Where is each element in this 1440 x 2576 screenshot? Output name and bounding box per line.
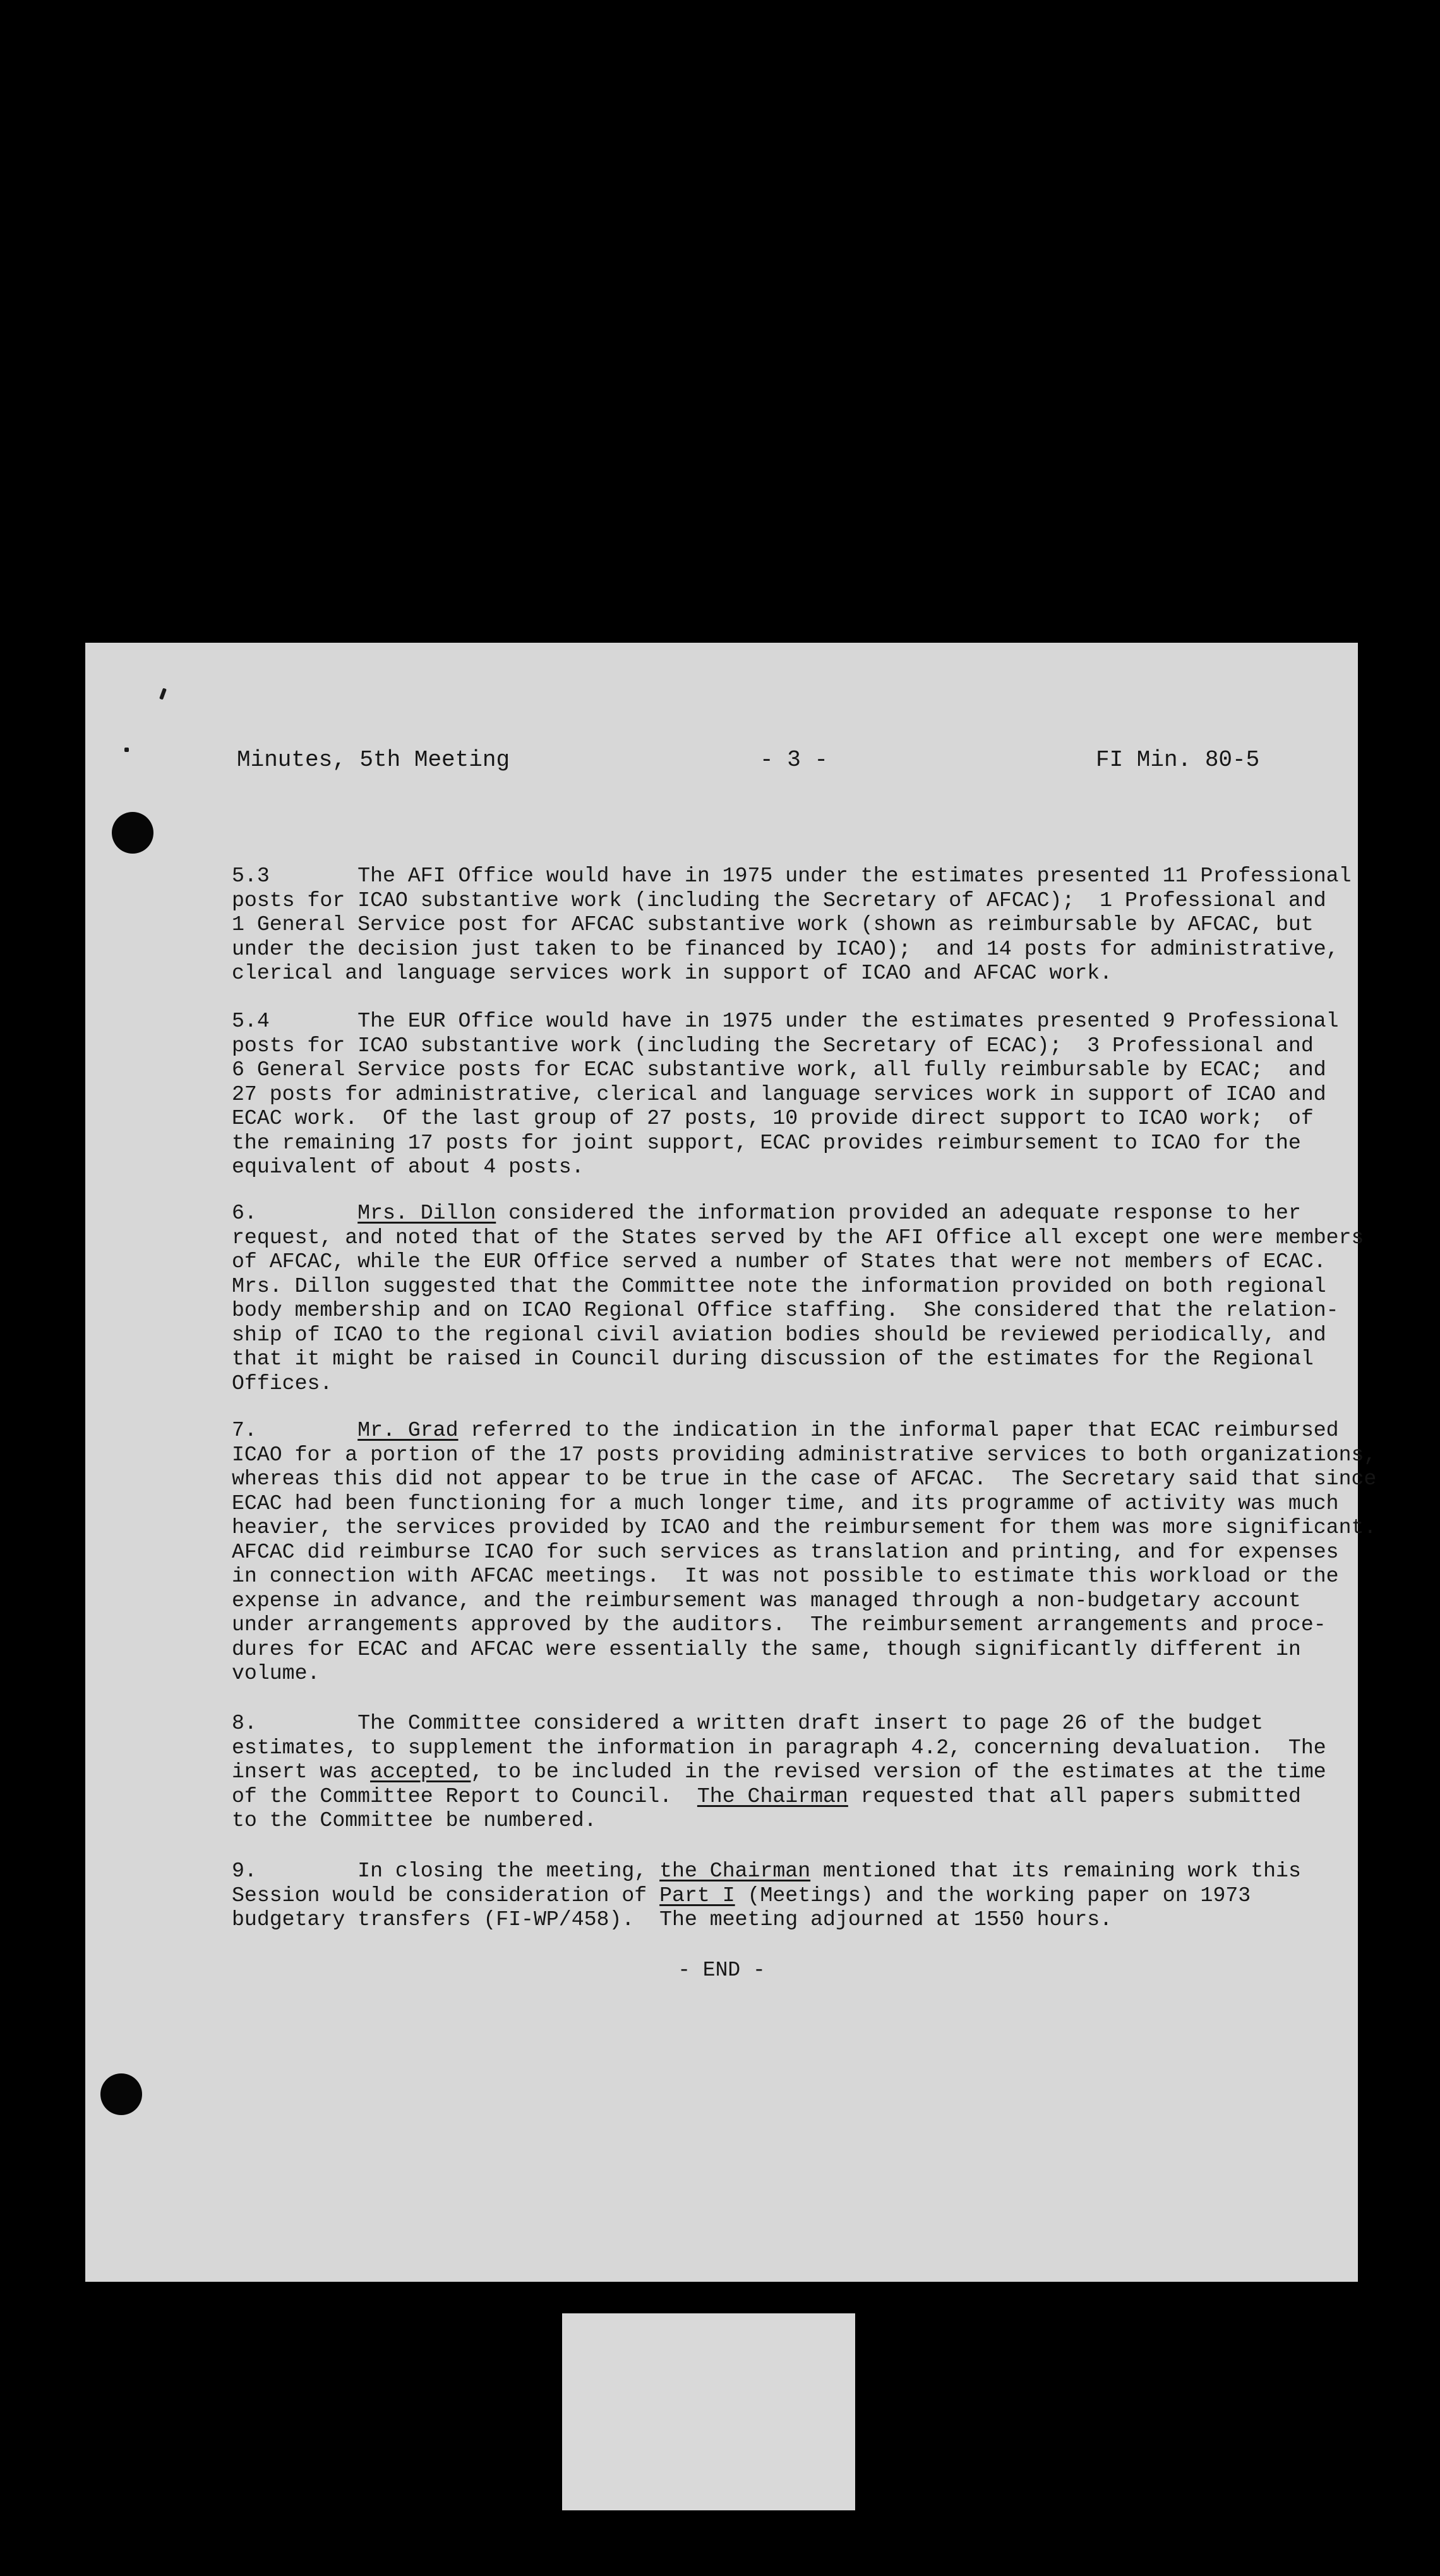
text-line: posts for ICAO substantive work (including the Secretary of AFCAC); 1 Professional and xyxy=(232,888,1326,912)
paragraph-5-3 xyxy=(232,864,1352,986)
text-line: heavier, the services provided by ICAO and the reimbursement for them was more significant. xyxy=(232,1515,1377,1539)
text-line: 7. Mr. Grad referred to the indication in the informal paper that ECAC reimbursed xyxy=(232,1418,1339,1442)
text-line: dures for ECAC and AFCAC were essentially the same, though significantly different in xyxy=(232,1637,1301,1661)
paragraph-6 xyxy=(232,1201,1364,1395)
text-line: equivalent of about 4 posts. xyxy=(232,1155,584,1179)
text-line: 6. Mrs. Dillon considered the information provided an adequate response to her xyxy=(232,1201,1301,1225)
underlined-term: Part I xyxy=(659,1883,735,1907)
text-line: insert was accepted, to be included in the revised version of the estimates at the time xyxy=(232,1760,1326,1784)
text-line: that it might be raised in Council during discussion of the estimates for the Regional xyxy=(232,1347,1314,1371)
text-line: 5.3 The AFI Office would have in 1975 under the estimates presented 11 Professional xyxy=(232,864,1352,888)
header-reference: FI Min. 80-5 xyxy=(1096,747,1260,773)
text-line: clerical and language services work in support of ICAO and AFCAC work. xyxy=(232,961,1113,985)
text-line: posts for ICAO substantive work (including the Secretary of ECAC); 3 Professional and xyxy=(232,1033,1314,1058)
text-line: ICAO for a portion of the 17 posts providing administrative services to both organizations, xyxy=(232,1442,1377,1467)
text-line: request, and noted that of the States served by the AFI Office all except one were members xyxy=(232,1225,1364,1249)
underlined-term: accepted xyxy=(370,1760,471,1784)
header-left: Minutes, 5th Meeting xyxy=(237,747,510,773)
text-line: budgetary transfers (FI-WP/458). The meeting adjourned at 1550 hours. xyxy=(232,1907,1113,1931)
margin-mark xyxy=(159,688,167,700)
text-line: the remaining 17 posts for joint support, ECAC provides reimbursement to ICAO for the xyxy=(232,1130,1301,1155)
text-line: 6 General Service posts for ECAC substantive work, all fully reimbursable by ECAC; and xyxy=(232,1058,1326,1082)
paragraph-8 xyxy=(232,1711,1343,1833)
header-page-number: - 3 - xyxy=(760,747,829,773)
text-line: of AFCAC, while the EUR Office served a number of States that were not members of ECAC. xyxy=(232,1249,1326,1273)
punch-hole xyxy=(112,812,153,854)
text-line: under the decision just taken to be financed by ICAO); and 14 posts for administrative, xyxy=(232,936,1339,961)
text-line: AFCAC did reimburse ICAO for such services as translation and printing, and for expenses xyxy=(232,1539,1339,1564)
paragraph-7 xyxy=(232,1418,1377,1686)
text-line: ship of ICAO to the regional civil aviation bodies should be reviewed periodically, and xyxy=(232,1322,1326,1347)
text-line: expense in advance, and the reimbursement was managed through a non-budgetary account xyxy=(232,1588,1301,1613)
paper-slip xyxy=(562,2313,855,2510)
underlined-term: the Chairman xyxy=(659,1859,811,1883)
text-line: 5.4 The EUR Office would have in 1975 under the estimates presented 9 Professional xyxy=(232,1009,1339,1033)
paragraph-9 xyxy=(232,1859,1343,1932)
text-line: to the Committee be numbered. xyxy=(232,1808,597,1832)
text-line: 27 posts for administrative, clerical and language services work in support of ICAO and xyxy=(232,1082,1326,1106)
punch-hole xyxy=(100,2073,142,2115)
text-line: ECAC work. Of the last group of 27 posts, 10 provide direct support to ICAO work; of xyxy=(232,1106,1314,1130)
text-line: 1 General Service post for AFCAC substantive work (shown as reimbursable by AFCAC, but xyxy=(232,912,1314,936)
text-line: whereas this did not appear to be true in the case of AFCAC. The Secretary said that since xyxy=(232,1467,1377,1491)
text-line: ECAC had been functioning for a much longer time, and its programme of activity was much xyxy=(232,1491,1339,1515)
text-line: Mrs. Dillon suggested that the Committee note the information provided on both regional xyxy=(232,1273,1326,1298)
text-line: body membership and on ICAO Regional Office staffing. She considered that the relation- xyxy=(232,1298,1339,1322)
underlined-term: Mr. Grad xyxy=(357,1418,459,1442)
text-line: of the Committee Report to Council. The Chairman requested that all papers submitted xyxy=(232,1784,1301,1808)
end-mark: - END - xyxy=(678,1959,765,1982)
paragraph-5-4 xyxy=(232,1009,1343,1179)
underlined-term: Mrs. Dillon xyxy=(357,1201,496,1225)
margin-mark xyxy=(124,748,129,752)
text-line: in connection with AFCAC meetings. It was not possible to estimate this workload or the xyxy=(232,1564,1339,1588)
text-line: 8. The Committee considered a written draft insert to page 26 of the budget xyxy=(232,1711,1264,1735)
text-line: under arrangements approved by the auditors. The reimbursement arrangements and proce- xyxy=(232,1613,1326,1637)
text-line: Session would be consideration of Part I (Meetings) and the working paper on 1973 xyxy=(232,1883,1251,1907)
document-page xyxy=(85,643,1377,2282)
text-line: Offices. xyxy=(232,1371,333,1395)
text-line: estimates, to supplement the information in paragraph 4.2, concerning devaluation. The xyxy=(232,1735,1326,1760)
text-line: volume. xyxy=(232,1661,320,1685)
underlined-term: The Chairman xyxy=(697,1784,848,1808)
text-line: 9. In closing the meeting, the Chairman mentioned that its remaining work this xyxy=(232,1859,1301,1883)
